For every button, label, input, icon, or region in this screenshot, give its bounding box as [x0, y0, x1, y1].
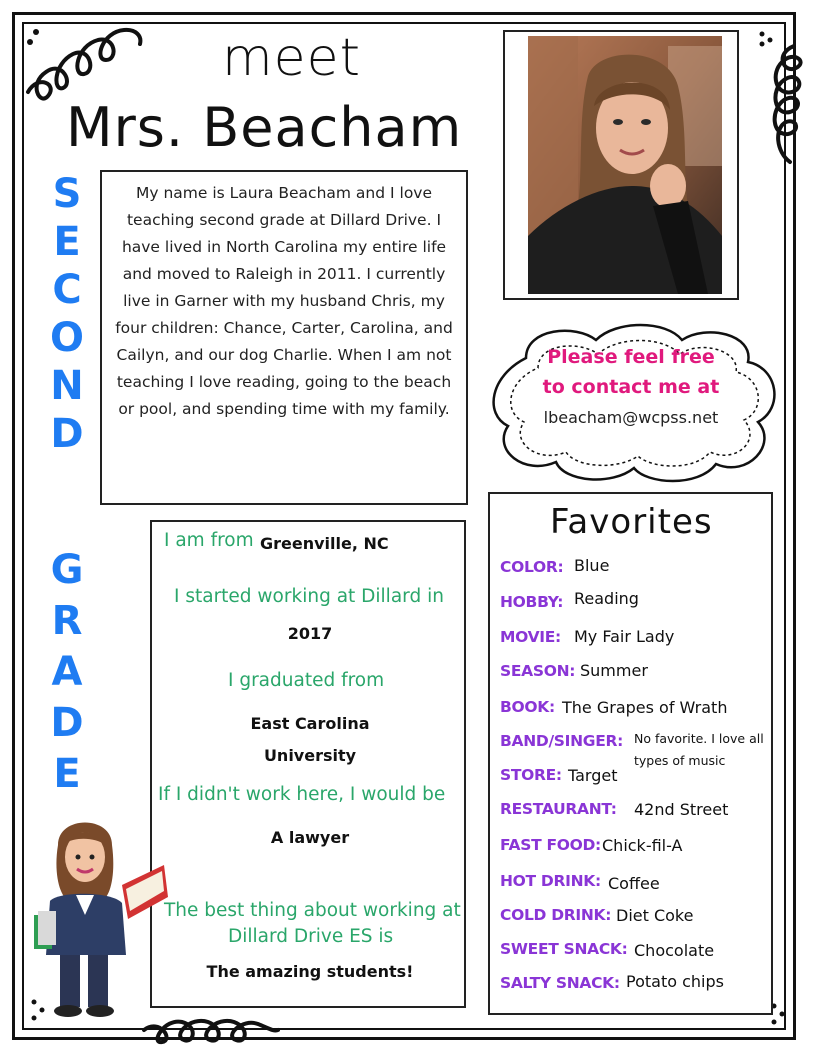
otherwise-answer: A lawyer [270, 828, 350, 847]
fav-label-hot-drink: HOT DRINK: [500, 872, 601, 890]
fav-label-sweet-snack: SWEET SNACK: [500, 940, 628, 958]
banner-letter: O [49, 315, 84, 361]
fav-label-fast-food: FAST FOOD: [500, 836, 601, 854]
fav-value-fast-food: Chick-fil-A [602, 836, 683, 855]
fav-value-color: Blue [574, 556, 610, 575]
fav-label-color: COLOR: [500, 558, 564, 576]
second-word-vertical [44, 170, 90, 458]
loop-doodle-right-icon [764, 40, 812, 180]
teacher-name-heading: Mrs. Beacham [66, 96, 463, 159]
favorites-heading: Favorites [550, 502, 713, 542]
contact-cloud [486, 318, 786, 488]
from-question: I am from [164, 530, 254, 551]
banner-letter: S [52, 171, 82, 217]
fav-value-salty-snack: Potato chips [626, 972, 724, 991]
banner-letter: D [50, 700, 84, 746]
fav-value-band: No favorite. I love all types of music [634, 731, 764, 768]
fav-value-hot-drink: Coffee [608, 874, 660, 893]
fav-label-cold-drink: COLD DRINK: [500, 906, 612, 924]
banner-letter: R [51, 598, 83, 644]
facts-box [150, 520, 466, 1008]
meet-heading: meet [222, 28, 362, 88]
contact-heading [486, 342, 776, 402]
teacher-photo-icon [528, 36, 722, 294]
banner-letter: G [50, 547, 84, 593]
loop-doodle-top-left-icon [18, 14, 148, 104]
contact-email[interactable]: lbeacham@wcpss.net [543, 408, 719, 427]
teacher-avatar-illustration [30, 815, 170, 1020]
fav-value-restaurant: 42nd Street [634, 800, 729, 819]
fav-label-store: STORE: [500, 766, 562, 784]
fav-label-hobby: HOBBY: [500, 593, 564, 611]
favorites-box [488, 492, 773, 1015]
grade-word-vertical [44, 545, 90, 800]
contact-line-1: Please feel free [547, 346, 715, 368]
banner-letter: C [52, 267, 82, 313]
fav-label-movie: MOVIE: [500, 628, 561, 646]
graduated-answer-line-2: University [263, 746, 357, 765]
fav-label-season: SEASON: [500, 662, 576, 680]
banner-letter: E [53, 219, 81, 265]
bio-box [100, 170, 468, 505]
fav-value-book: The Grapes of Wrath [562, 698, 728, 717]
contact-line-2: to contact me at [542, 376, 720, 398]
fav-label-salty-snack: SALTY SNACK: [500, 974, 620, 992]
fav-value-store: Target [568, 766, 618, 785]
otherwise-question: If I didn't work here, I would be [158, 784, 446, 805]
fav-value-movie: My Fair Lady [574, 627, 675, 646]
fav-value-cold-drink: Diet Coke [616, 906, 694, 925]
banner-letter: E [53, 751, 81, 797]
dots-top-right-icon [756, 28, 780, 52]
teacher-photo [528, 36, 722, 294]
avatar-icon [30, 815, 170, 1020]
graduated-answer-line-1: East Carolina [250, 714, 370, 733]
best-thing-question-line-1: The best thing about working at [164, 900, 461, 921]
fav-label-book: BOOK: [500, 698, 555, 716]
from-answer: Greenville, NC [260, 534, 389, 553]
fav-label-band: BAND/SINGER: [500, 732, 624, 750]
started-question: I started working at Dillard in [174, 586, 444, 607]
best-thing-answer: The amazing students! [206, 962, 414, 981]
fav-label-restaurant: RESTAURANT: [500, 800, 617, 818]
fav-value-season: Summer [580, 661, 648, 680]
banner-letter: D [50, 411, 84, 457]
fav-value-sweet-snack: Chocolate [634, 941, 715, 960]
graduated-question: I graduated from [228, 670, 385, 691]
best-thing-question-line-2: Dillard Drive ES is [228, 926, 394, 947]
started-answer: 2017 [287, 624, 333, 643]
banner-letter: N [50, 363, 84, 409]
bio-text: My name is Laura Beacham and I love teaching second grade at Dillard Drive. I have lived in North Carolina my entire life and moved to Raleigh in 2011. I currently live in Garner with my husband Chris, my four children: Chance, Carter, Carolina, and Cailyn, and our dog Charlie. When I am not teaching I love reading, going to the beach or pool, and spending time with my family. [115, 184, 453, 418]
banner-letter: A [51, 649, 83, 695]
fav-value-hobby: Reading [574, 589, 639, 608]
